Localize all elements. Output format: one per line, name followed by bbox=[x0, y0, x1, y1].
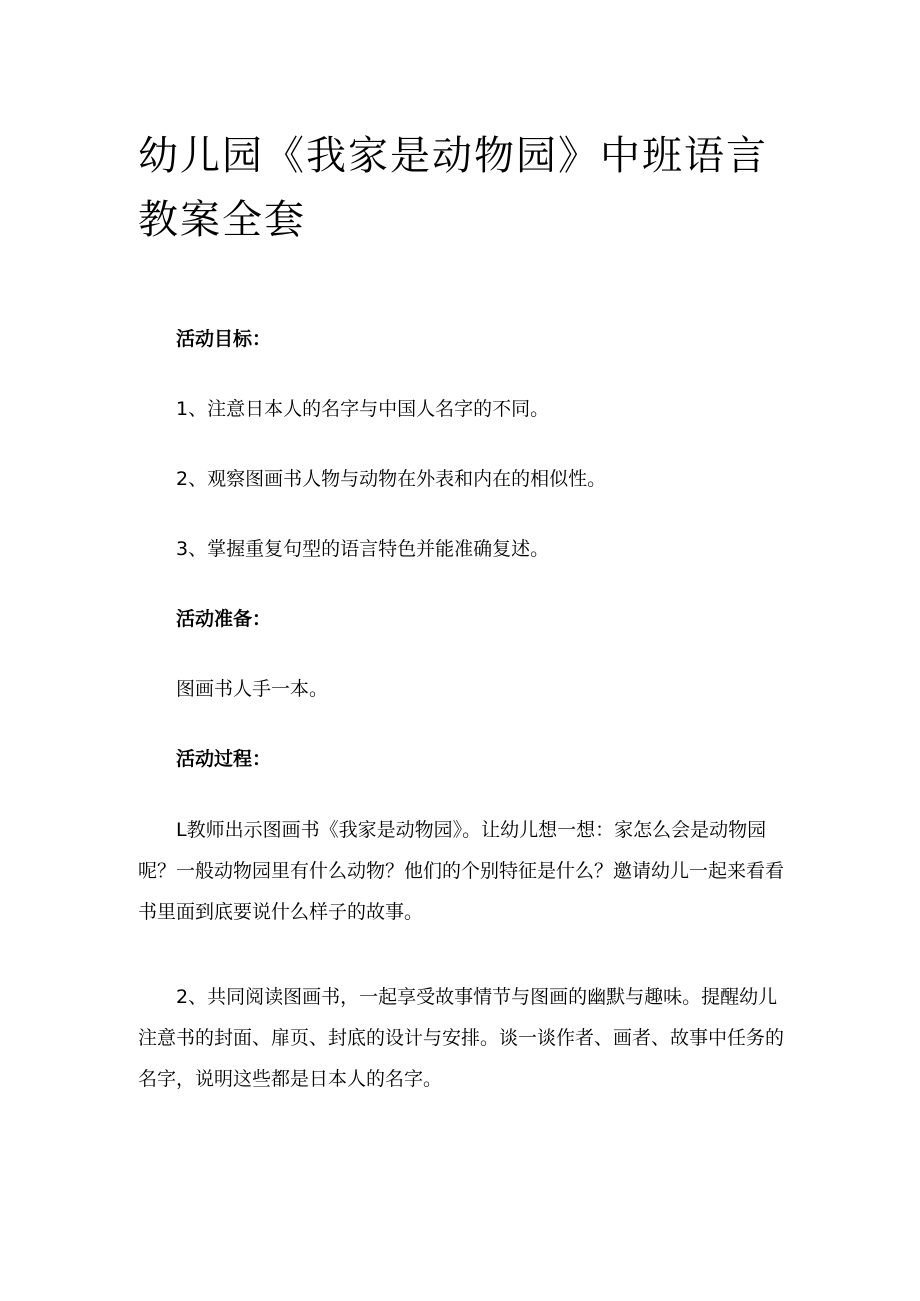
process-paragraph-1: L教师出示图画书《我家是动物园》。让幼儿想一想：家怎么会是动物园呢？一般动物园里有什么动物？他们的个别特征是什么？邀请幼儿一起来看看书里面到底要说什么样子的故事。 bbox=[138, 819, 785, 923]
goal-item-3: 3、掌握重复句型的语言特色并能准确复述。 bbox=[176, 538, 550, 560]
section-heading-goals: 活动目标： bbox=[176, 328, 272, 350]
goal-item-2: 2、观察图画书人物与动物在外表和内在的相似性。 bbox=[176, 468, 607, 490]
section-heading-preparation: 活动准备： bbox=[176, 608, 272, 630]
section-heading-process: 活动过程： bbox=[176, 748, 272, 770]
goal-item-1: 1、注意日本人的名字与中国人名字的不同。 bbox=[176, 398, 550, 420]
preparation-text: 图画书人手一本。 bbox=[176, 678, 329, 700]
document-title: 幼儿园《我家是动物园》中班语言教案全套 bbox=[138, 133, 768, 243]
process-paragraph-2: 2、共同阅读图画书，一起享受故事情节与图画的幽默与趣味。提醒幼儿注意书的封面、扉页、封底的设计与安排。谈一谈作者、画者、故事中任务的名字，说明这些都是日本人的名字。 bbox=[138, 986, 785, 1090]
